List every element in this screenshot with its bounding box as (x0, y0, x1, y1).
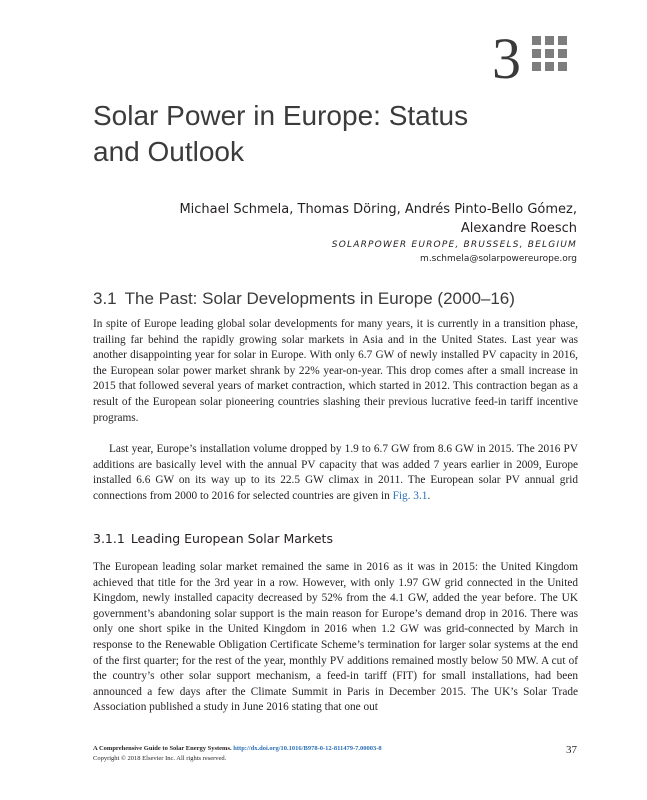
chapter-mark (492, 26, 622, 91)
paragraph (93, 442, 578, 504)
section-title: The Past: Solar Developments in Europe (2000–16) (124, 289, 515, 308)
authors-line1: Michael Schmela, Thomas Döring, Andrés Pinto-Bello Gómez, (179, 202, 577, 217)
subsection-title: Leading European Solar Markets (130, 531, 333, 546)
author-email[interactable]: m.schmela@solarpowereurope.org (420, 254, 577, 264)
authors-line2: Alexandre Roesch (460, 221, 577, 236)
author-list (117, 200, 577, 238)
subsection-heading (93, 531, 333, 546)
book-title: A Comprehensive Guide to Solar Energy Systems. (93, 745, 232, 752)
chapter-grid-icon (532, 36, 572, 80)
doi-link[interactable]: http://dx.doi.org/10.1016/B978-0-12-811479-7.00003-8 (233, 745, 382, 752)
paragraph: The European leading solar market remained the same in 2016 as it was in 2015: the United Kingdom achieved that title for the 3rd year in a row. However, with only 1.97 GW grid connected in the United Kingdom, newly installed capacity decreased by 52% from the 4.1 GW, added the year before. The UK government’s abandoning solar support is the main reason for Europe’s demand drop in 2016. There was only one short spike in the United Kingdom in 2016 when 1.2 GW was grid-connected by March in response to the Renewable Obligation Certificate Scheme’s termination for larger solar systems at the end of the first quarter; for the rest of the year, monthly PV additions remained mostly below 50 MW. A cut of the country’s other solar support mechanism, a feed-in tariff (FIT) for small installations, had been announced a few days after the Climate Summit in Paris in December 2015. The UK’s Solar Trade Association published a study in June 2016 stating that one out (93, 561, 578, 714)
section-number: 3.1 (93, 289, 117, 308)
section-heading (93, 289, 515, 309)
affiliation: SOLARPOWER EUROPE, BRUSSELS, BELGIUM (331, 240, 577, 250)
chapter-title (93, 98, 573, 170)
chapter-number: 3 (492, 26, 521, 91)
page-number: 37 (566, 744, 577, 756)
page-footer (93, 744, 382, 764)
paragraph: In spite of Europe leading global solar developments for many years, it is currently in a transition phase, trailing far behind the rapidly growing solar markets in Asia and in the United States. Last year was another disappointing year for solar in Europe. With only 6.7 GW of newly installed PV capacity in 2016, the European solar power market shrank by 22% year-on-year. This drop comes after a small increase in 2015 that followed several years of market contraction, which started in 2012. This contraction began as a result of the European solar pioneering countries slashing their previous lucrative feed-in tariff incentive programs. (93, 318, 578, 424)
chapter-title-line1: Solar Power in Europe: Status (93, 100, 469, 131)
figure-link[interactable]: Fig. 3.1 (392, 489, 428, 502)
chapter-title-line2: and Outlook (93, 136, 244, 167)
paragraph-end: . (427, 489, 431, 502)
paragraph-text: Last year, Europe’s installation volume dropped by 1.9 to 6.7 GW from 8.6 GW in 2015. The 2016 PV additions are basically level with the annual PV capacity that was added 7 years earlier in 2009, Europe installed 6.6 GW on its way up to its 22.5 GW climax in 2011. The European solar PV annual grid connections from 2000 to 2016 for selected countries are given in (93, 443, 578, 502)
copyright: Copyright © 2018 Elsevier Inc. All rights reserved. (93, 755, 227, 762)
subsection-number: 3.1.1 (93, 531, 125, 546)
